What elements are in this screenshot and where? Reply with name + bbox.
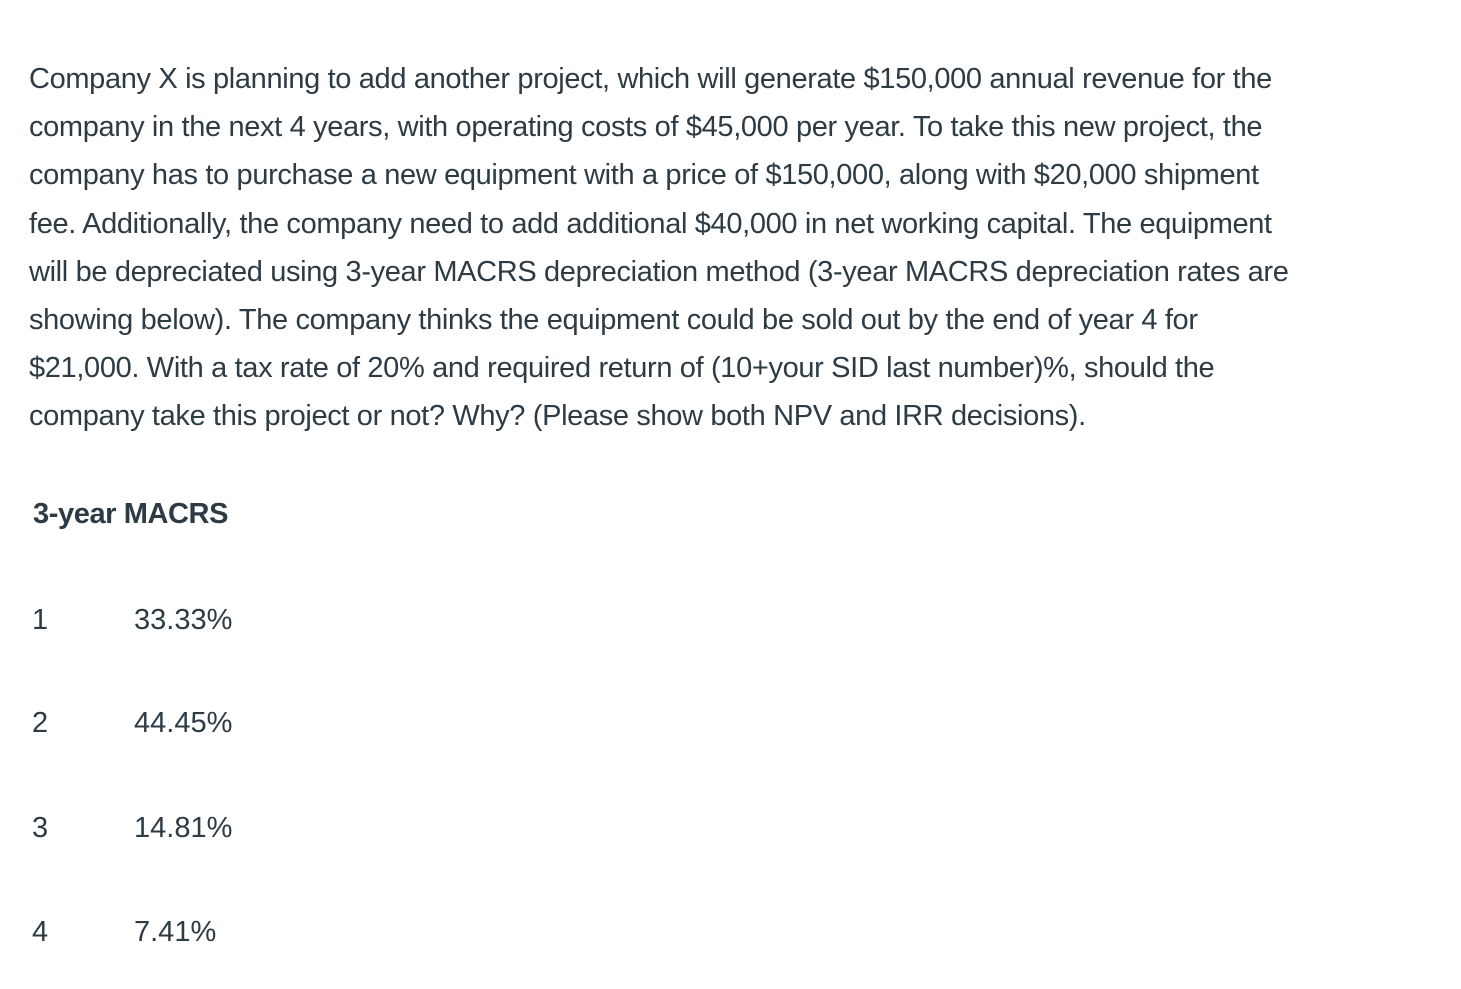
question-text	[29, 55, 1449, 441]
question-line: will be depreciated using 3-year MACRS depreciation method (3-year MACRS depreciation rates are	[29, 255, 1289, 288]
macrs-rate: 44.45%	[134, 707, 233, 739]
question-line: company has to purchase a new equipment with a price of $150,000, along with $20,000 shipment	[29, 159, 1259, 192]
question-line: Company X is planning to add another project, which will generate $150,000 annual revenue for the	[29, 63, 1272, 95]
question-line: showing below). The company thinks the equipment could be sold out by the end of year 4 for	[29, 304, 1198, 337]
macrs-year: 4	[32, 916, 49, 948]
macrs-rate: 14.81%	[134, 812, 233, 844]
macrs-rate: 33.33%	[134, 604, 233, 636]
question-line: company take this project or not? Why? (Please show both NPV and IRR decisions).	[29, 400, 1086, 433]
macrs-rate: 7.41%	[134, 916, 217, 948]
macrs-year: 2	[32, 707, 49, 739]
question-line: $21,000. With a tax rate of 20% and required return of (10+your SID last number)%, should the	[29, 352, 1215, 385]
question-line: company in the next 4 years, with operating costs of $45,000 per year. To take this new project, the	[29, 111, 1263, 144]
macrs-year: 3	[32, 812, 49, 844]
macrs-year: 1	[32, 604, 49, 636]
question-line: fee. Additionally, the company need to add additional $40,000 in net working capital. The equipment	[29, 207, 1272, 240]
macrs-table-title: 3-year MACRS	[33, 498, 229, 530]
